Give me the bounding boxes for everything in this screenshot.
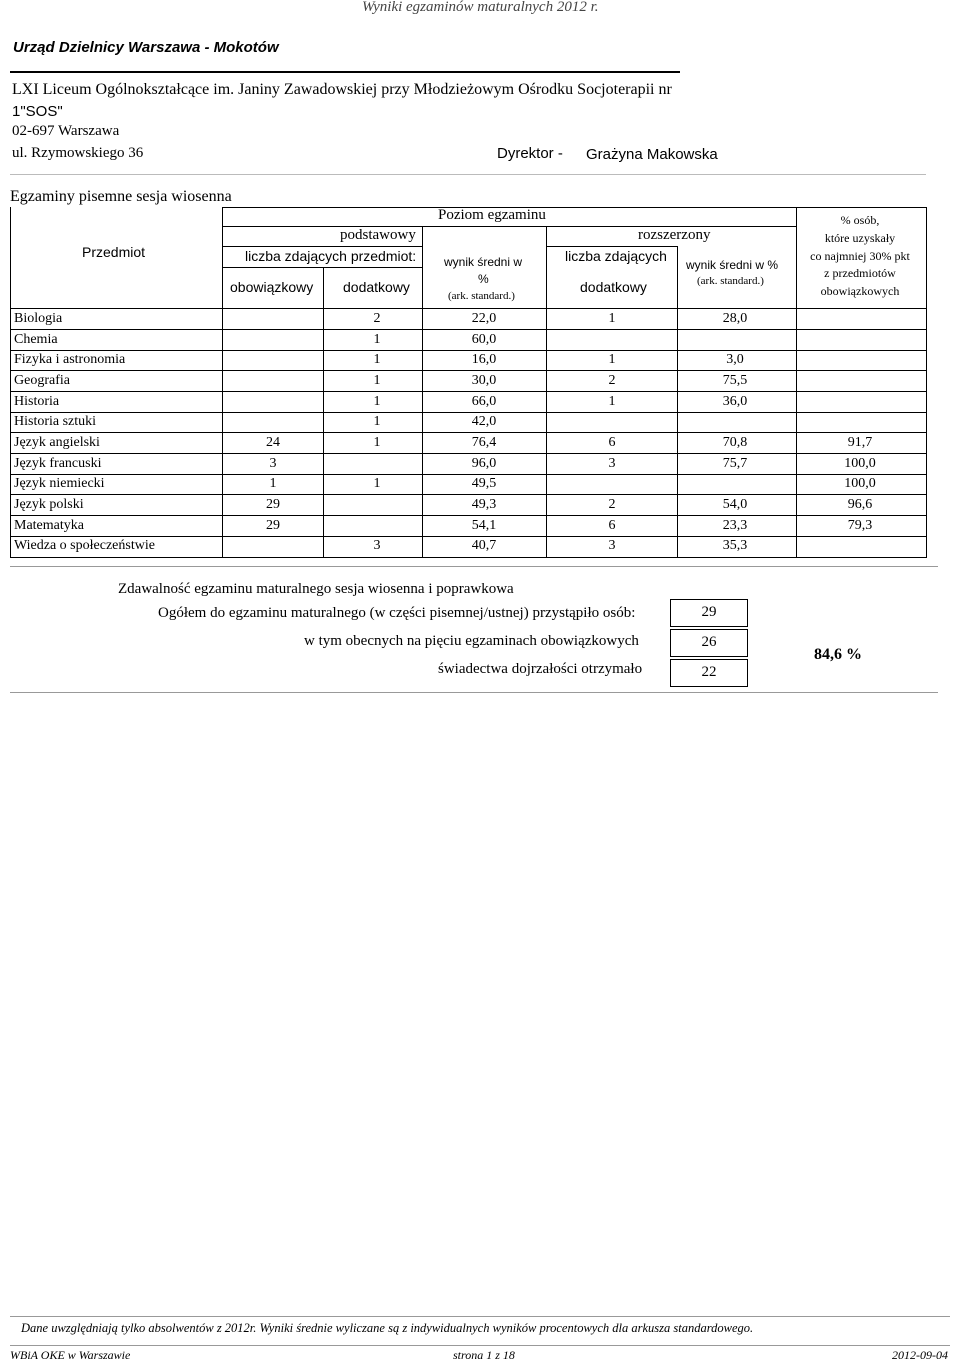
row-pct: 100,0 (844, 456, 876, 471)
row-subject: Historia sztuki (14, 414, 97, 429)
table-bottom-border (10, 557, 927, 558)
row-divider (10, 391, 927, 392)
basic-divider (222, 246, 422, 247)
col-divider-ext-avg (796, 207, 797, 557)
row-avg-basic: 49,5 (471, 476, 497, 491)
row-divider (10, 350, 927, 351)
table-left-border (10, 207, 11, 557)
row-pct: 79,3 (847, 518, 873, 533)
row-divider (10, 412, 927, 413)
header-divider (10, 71, 680, 73)
row-optional: 1 (373, 435, 381, 450)
row-subject: Matematyka (14, 518, 84, 533)
pass-rate: 84,6 % (814, 646, 862, 663)
row-ext-count: 2 (608, 497, 616, 512)
section-title: Egzaminy pisemne sesja wiosenna (10, 188, 232, 205)
row-subject: Historia (14, 394, 60, 409)
row-pct: 96,6 (847, 497, 873, 512)
row-ext-count: 1 (608, 352, 616, 367)
row-mandatory: 29 (266, 518, 280, 533)
header-pct-5: obowiązkowych (820, 284, 900, 298)
row-subject: Język francuski (14, 456, 102, 471)
row-divider (10, 329, 927, 330)
header-ext-count: liczba zdających (565, 248, 667, 264)
header-avg-basic-1: wynik średni w (444, 255, 523, 269)
row-subject: Biologia (14, 311, 63, 326)
row-optional: 3 (373, 538, 381, 553)
school-postal: 02-697 Warszawa (12, 123, 120, 139)
row-pct: 100,0 (844, 476, 876, 491)
col-divider-ext-count (677, 246, 678, 557)
school-divider (10, 174, 926, 175)
row-ext-count: 2 (608, 373, 616, 388)
row-avg-basic: 42,0 (471, 414, 497, 429)
row-ext-avg: 23,3 (722, 518, 748, 533)
footer-page: strona 1 z 18 (453, 1348, 515, 1362)
row-ext-count: 6 (608, 435, 616, 450)
row-ext-count: 3 (608, 456, 616, 471)
row-divider (10, 432, 927, 433)
row-subject: Język angielski (14, 435, 100, 450)
row-avg-basic: 16,0 (471, 352, 497, 367)
header-optional: dodatkowy (343, 279, 410, 295)
summary-total-value: 29 (670, 599, 748, 627)
row-avg-basic: 54,1 (471, 518, 497, 533)
row-mandatory: 3 (269, 456, 277, 471)
row-subject: Wiedza o społeczeństwie (14, 538, 155, 553)
row-optional: 1 (373, 476, 381, 491)
header-avg-ext-2: (ark. standard.) (697, 275, 764, 287)
row-optional: 2 (373, 311, 381, 326)
row-ext-count: 1 (608, 394, 616, 409)
row-subject: Chemia (14, 332, 58, 347)
row-optional: 1 (373, 373, 381, 388)
summary-present-label: w tym obecnych na pięciu egzaminach obowiązkowych (304, 633, 639, 649)
row-avg-basic: 30,0 (471, 373, 497, 388)
director-name: Grażyna Makowska (586, 146, 718, 163)
header-subject: Przedmiot (82, 244, 146, 260)
row-ext-count: 3 (608, 538, 616, 553)
row-pct: 91,7 (847, 435, 873, 450)
row-avg-basic: 96,0 (471, 456, 497, 471)
header-avg-ext-1: wynik średni w % (686, 258, 779, 272)
row-ext-avg: 54,0 (722, 497, 748, 512)
summary-cert-value: 22 (670, 659, 748, 687)
summary-title: Zdawalność egzaminu maturalnego sesja wiosenna i poprawkowa (118, 581, 514, 597)
table-right-border (926, 207, 927, 557)
row-avg-basic: 66,0 (471, 394, 497, 409)
school-street: ul. Rzymowskiego 36 (12, 145, 144, 161)
summary-bottom-divider (10, 692, 938, 693)
row-optional: 1 (373, 332, 381, 347)
row-subject: Język niemiecki (14, 476, 105, 491)
running-title: Wyniki egzaminów maturalnych 2012 r. (362, 0, 599, 15)
row-avg-basic: 22,0 (471, 311, 497, 326)
row-ext-count: 1 (608, 311, 616, 326)
director-label: Dyrektor - (497, 145, 563, 162)
row-divider (10, 453, 927, 454)
school-name-cont: 1"SOS" (12, 103, 63, 120)
row-ext-avg: 70,8 (722, 435, 748, 450)
header-avg-basic-2: % (478, 272, 489, 286)
row-divider (10, 515, 927, 516)
basic-count-divider (222, 267, 422, 268)
summary-top-divider (10, 566, 938, 567)
footer-divider-bottom (10, 1345, 950, 1346)
row-ext-avg: 28,0 (722, 311, 748, 326)
header-pct-4: z przedmiotów (824, 266, 896, 280)
row-ext-avg: 75,5 (722, 373, 748, 388)
row-subject: Fizyka i astronomia (14, 352, 126, 367)
school-name: LXI Liceum Ogólnokształcące im. Janiny Zawadowskiej przy Młodzieżowym Ośrodku Socjoterapii nr (12, 81, 672, 98)
header-avg-basic-3: (ark. standard.) (448, 290, 515, 302)
row-mandatory: 29 (266, 497, 280, 512)
row-optional: 1 (373, 414, 381, 429)
header-level: Poziom egzaminu (438, 207, 546, 223)
row-mandatory: 24 (266, 435, 280, 450)
row-ext-count: 6 (608, 518, 616, 533)
summary-cert-label: świadectwa dojrzałości otrzymało (438, 661, 643, 677)
summary-total-label: Ogółem do egzaminu maturalnego (w części pisemnej/ustnej) przystąpiło osób: (158, 605, 636, 621)
summary-present-value: 26 (670, 629, 748, 657)
row-avg-basic: 40,7 (471, 538, 497, 553)
header-extended: rozszerzony (638, 227, 711, 243)
row-ext-avg: 75,7 (722, 456, 748, 471)
row-ext-avg: 36,0 (722, 394, 748, 409)
header-pct-2: które uzyskały (824, 231, 896, 245)
row-ext-avg: 35,3 (722, 538, 748, 553)
row-divider (10, 370, 927, 371)
header-pct-3: co najmniej 30% pkt (810, 249, 910, 263)
footer-date: 2012-09-04 (892, 1348, 948, 1362)
row-ext-avg: 3,0 (726, 352, 744, 367)
header-pct-1: % osób, (840, 213, 880, 227)
row-subject: Geografia (14, 373, 70, 388)
row-avg-basic: 49,3 (471, 497, 497, 512)
row-divider (10, 536, 927, 537)
row-subject: Język polski (14, 497, 84, 512)
authority-name: Urząd Dzielnicy Warszawa - Mokotów (13, 39, 279, 56)
footer-org: WBiA OKE w Warszawie (10, 1348, 131, 1362)
header-basic-count: liczba zdających przedmiot: (245, 248, 417, 264)
footer-note: Dane uwzględniają tylko absolwentów z 2012r. Wyniki średnie wyliczane są z indywidualnych wyników procentowych dla arkusza standardowego. (21, 1321, 754, 1335)
header-bottom-border (10, 308, 927, 309)
table-top-border (222, 207, 927, 208)
footer-divider (10, 1316, 950, 1317)
row-divider (10, 474, 927, 475)
extended-divider (546, 246, 677, 247)
header-mandatory: obowiązkowy (230, 279, 314, 295)
row-avg-basic: 60,0 (471, 332, 497, 347)
header-basic: podstawowy (340, 227, 416, 243)
row-divider (10, 494, 927, 495)
row-avg-basic: 76,4 (471, 435, 497, 450)
row-optional: 1 (373, 394, 381, 409)
header-ext-optional: dodatkowy (580, 279, 647, 295)
row-mandatory: 1 (269, 476, 277, 491)
row-optional: 1 (373, 352, 381, 367)
